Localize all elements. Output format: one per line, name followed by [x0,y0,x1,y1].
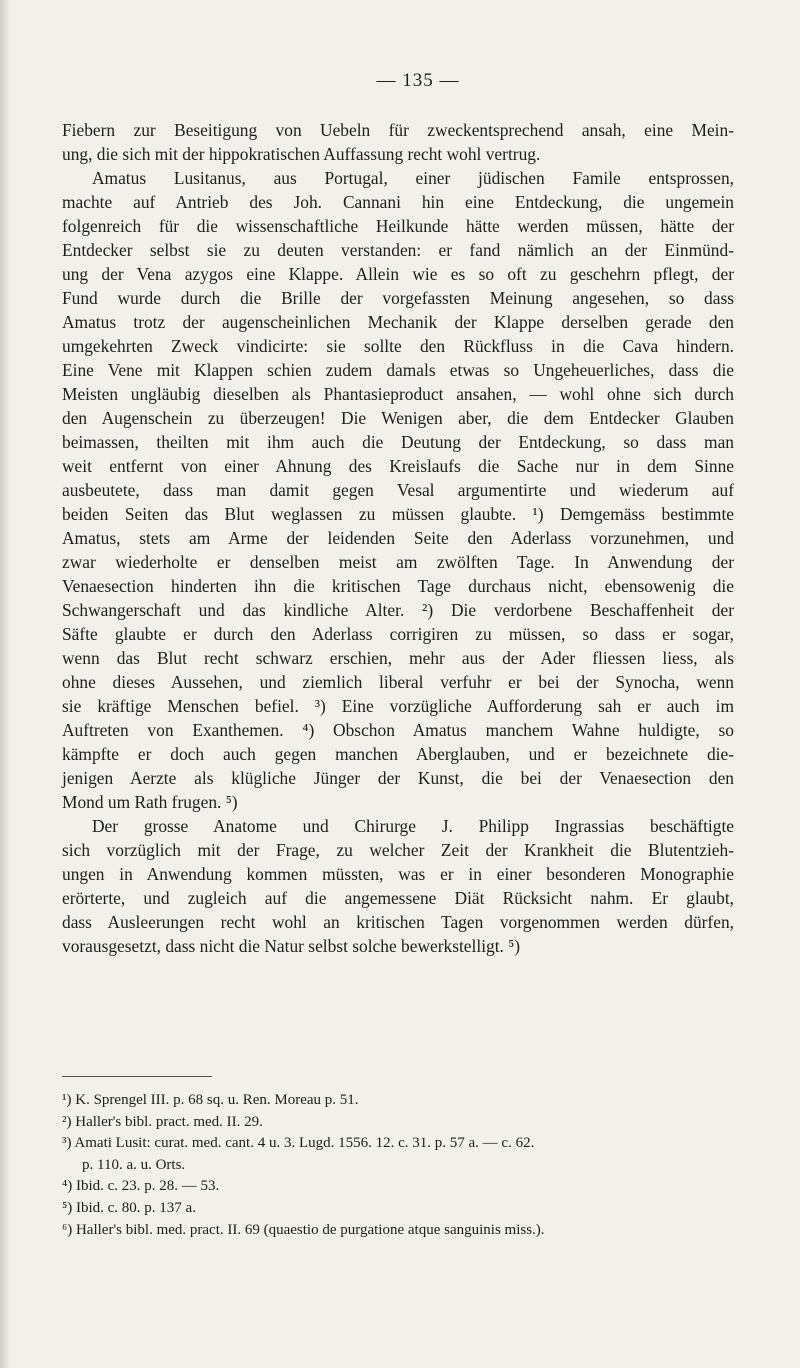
body-line: Mond um Rath frugen. ⁵) [62,792,238,812]
body-line: folgenreich für die wissenschaftliche Heilkunde hätte werden müssen, hätte der [62,216,734,236]
body-line: erörterte, und zugleich auf die angemessene Diät Rücksicht nahm. Er glaubt, [62,888,734,908]
body-line: Entdecker selbst sie zu deuten verstanden: er fand nämlich an der Einmünd- [62,240,734,260]
body-line: ung, die sich mit der hippokratischen Auffassung recht wohl vertrug. [62,144,541,164]
body-line: beiden Seiten das Blut weglassen zu müssen glaubte. ¹) Demgemäss bestimmte [62,504,734,524]
body-line: Venaesection hinderten ihn die kritischen Tage durchaus nicht, ebensowenig die [62,576,734,596]
body-line: Fiebern zur Beseitigung von Uebeln für zweckentsprechend ansah, eine Mein- [62,120,734,140]
page-number: — 135 — [376,70,460,91]
footnote: ⁶) Haller's bibl. med. pract. II. 69 (quaestio de purgatione atque sanguinis miss.). [62,1221,545,1238]
body-line: ohne dieses Aussehen, und ziemlich liberal verfuhr er bei der Synocha, wenn [62,672,734,692]
body-line: Schwangerschaft und das kindliche Alter. ²) Die verdorbene Beschaffenheit der [62,600,734,620]
body-line: Meisten ungläubig dieselben als Phantasieproduct ansahen, — wohl ohne sich durch [62,384,734,404]
body-line: Auftreten von Exanthemen. ⁴) Obschon Amatus manchem Wahne huldigte, so [62,720,734,740]
footnote: ⁵) Ibid. c. 80. p. 137 a. [62,1199,196,1216]
body-line: ung der Vena azygos eine Klappe. Allein wie es so oft zu geschehrn pflegt, der [62,264,734,284]
body-line: Amatus Lusitanus, aus Portugal, einer jüdischen Famile entsprossen, [92,168,734,188]
body-line: den Augenschein zu überzeugen! Die Wenigen aber, die dem Entdecker Glauben [62,408,734,428]
body-line: ausbeutete, dass man damit gegen Vesal argumentirte und wiederum auf [62,480,734,500]
body-line: sich vorzüglich mit der Frage, zu welcher Zeit der Krankheit die Blutentzieh- [62,840,734,860]
footnote: ¹) K. Sprengel III. p. 68 sq. u. Ren. Moreau p. 51. [62,1092,359,1108]
body-line: kämpfte er doch auch gegen manchen Aberglauben, und er bezeichnete die- [62,744,734,764]
body-line: zwar wiederholte er denselben meist am zwölften Tage. In Anwendung der [62,552,734,572]
body-line: machte auf Antrieb des Joh. Cannani hin eine Entdeckung, die ungemein [62,192,734,212]
body-line: jenigen Aerzte als klügliche Jünger der Kunst, die bei der Venaesection den [62,768,734,788]
footnote: ⁴) Ibid. c. 23. p. 28. — 53. [62,1178,220,1195]
body-line: wenn das Blut recht schwarz erschien, mehr aus der Ader fliessen liess, als [62,648,734,668]
body-line: Säfte glaubte er durch den Aderlass corrigiren zu müssen, so dass er sogar, [62,624,734,644]
footnote-divider [62,1076,212,1077]
body-line: Fund wurde durch die Brille der vorgefassten Meinung angesehen, so dass [62,288,734,308]
body-line: beimassen, theilten mit ihm auch die Deutung der Entdeckung, so dass man [62,432,734,452]
body-line: ungen in Anwendung kommen müssten, was er in einer besonderen Monographie [62,864,734,884]
body-line: Der grosse Anatome und Chirurge J. Philipp Ingrassias beschäftigte [92,816,734,836]
body-line: sie kräftige Menschen befiel. ³) Eine vorzügliche Aufforderung sah er auch im [62,696,734,716]
footnotes [62,1090,752,1241]
body-line: Amatus, stets am Arme der leidenden Seite den Aderlass vorzunehmen, und [62,528,734,548]
body-line: vorausgesetzt, dass nicht die Natur selbst solche bewerkstelligt. ⁵) [62,936,521,956]
body-line: umgekehrten Zweck vindicirte: sie sollte den Rückfluss in die Cava hindern. [62,336,734,356]
body-line: dass Ausleerungen recht wohl an kritischen Tagen vorgenommen werden dürfen, [62,912,734,932]
body-line: weit entfernt von einer Ahnung des Kreislaufs die Sache nur in dem Sinne [62,456,734,476]
footnote: ²) Haller's bibl. pract. med. II. 29. [62,1113,263,1130]
body-line: Eine Vene mit Klappen schien zudem damals etwas so Ungeheuerliches, dass die [62,360,734,380]
body-text [62,118,734,958]
footnote: ³) Amati Lusit: curat. med. cant. 4 u. 3. Lugd. 1556. 12. c. 31. p. 57 a. — c. 62. [62,1135,535,1152]
body-line: Amatus trotz der augenscheinlichen Mechanik der Klappe derselben gerade den [62,312,734,332]
page-edge [0,0,10,1368]
footnote-continuation: p. 110. a. u. Orts. [82,1156,186,1173]
